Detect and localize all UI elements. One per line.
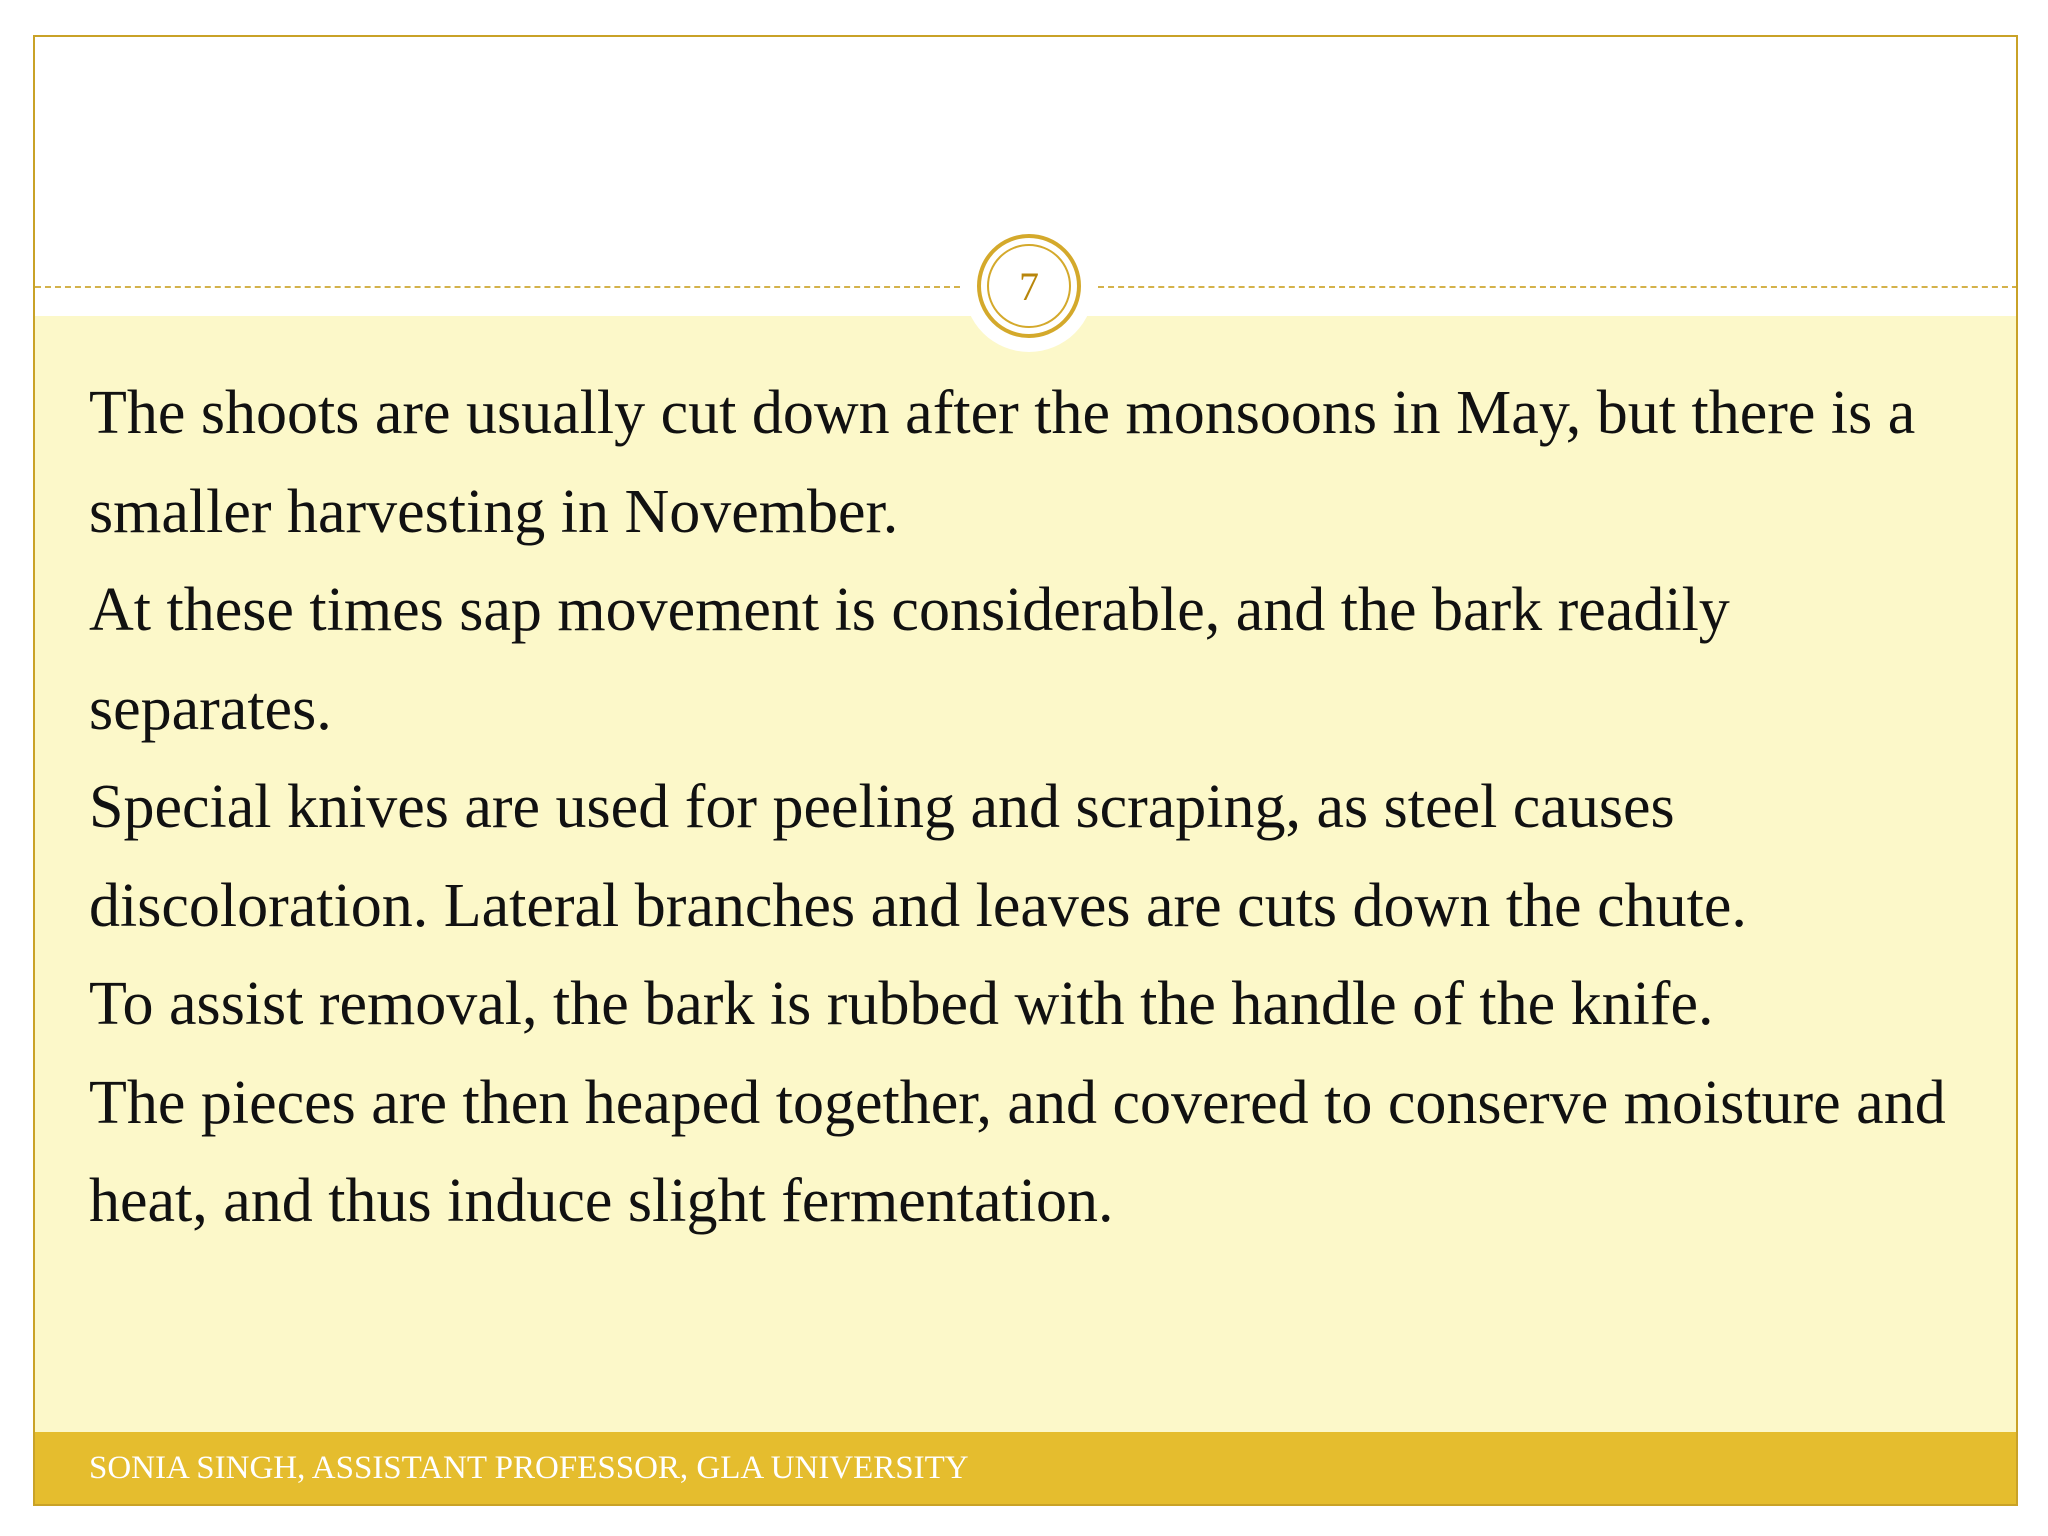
paragraph: At these times sap movement is considerable, and the bark readily separates. [89, 576, 1730, 743]
paragraph: The shoots are usually cut down after the monsoons in May, but there is a smaller harvesting in November. [89, 379, 1916, 546]
paragraph: The pieces are then heaped together, and covered to conserve moisture and heat, and thus induce slight fermentation. [89, 1068, 1946, 1235]
header-divider-left [35, 286, 960, 288]
slide-number: 7 [987, 244, 1071, 328]
footer-author: SONIA SINGH, ASSISTANT PROFESSOR, GLA UNIVERSITY [89, 1450, 969, 1486]
header-divider-right [1098, 286, 2018, 288]
slide-number-badge [977, 234, 1081, 338]
paragraph: Special knives are used for peeling and scraping, as steel causes discoloration. Lateral branches and leaves are cuts down the chute. [89, 773, 1747, 940]
slide [33, 35, 2018, 1506]
slide-body [89, 364, 1979, 1251]
footer-bar [35, 1432, 2016, 1504]
paragraph: To assist removal, the bark is rubbed with the handle of the knife. [89, 970, 1714, 1038]
